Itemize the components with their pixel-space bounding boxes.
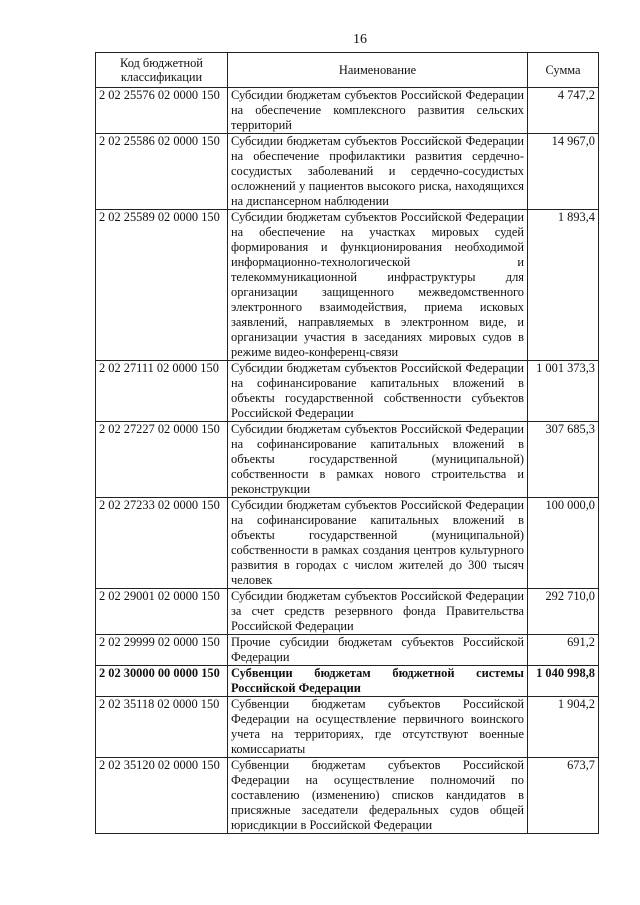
- table-row: [96, 758, 599, 834]
- table-row: [96, 210, 599, 361]
- table-row: [96, 361, 599, 422]
- row-name: Субсидии бюджетам субъектов Российской Федерации на софинансирование капитальных вложений в объекты государственной (муниципальной) собственности в рамках нового строительства и реконструкции: [228, 422, 528, 498]
- row-name: Субсидии бюджетам субъектов Российской Федерации за счет средств резервного фонда Правительства Российской Федерации: [228, 589, 528, 635]
- row-name: Прочие субсидии бюджетам субъектов Российской Федерации: [228, 635, 528, 666]
- row-name: Субсидии бюджетам субъектов Российской Федерации на софинансирование капитальных вложений в объекты государственной собственности субъектов Российской Федерации: [228, 361, 528, 422]
- table-header-row: [96, 53, 599, 88]
- row-code: 2 02 35120 02 0000 150: [96, 758, 228, 834]
- row-name: Субсидии бюджетам субъектов Российской Федерации на обеспечение комплексного развития сельских территорий: [228, 88, 528, 134]
- row-name: Субвенции бюджетам субъектов Российской Федерации на осуществление полномочий по составлению (изменению) списков кандидатов в присяжные заседатели федеральных судов общей юрисдикции в Российской Федерации: [228, 758, 528, 834]
- row-code: 2 02 27111 02 0000 150: [96, 361, 228, 422]
- row-sum: 1 001 373,3: [528, 361, 599, 422]
- row-code: 2 02 25589 02 0000 150: [96, 210, 228, 361]
- table-row: [96, 697, 599, 758]
- table-row: [96, 134, 599, 210]
- row-sum: 691,2: [528, 635, 599, 666]
- row-sum: 4 747,2: [528, 88, 599, 134]
- table-row: [96, 635, 599, 666]
- row-sum: 292 710,0: [528, 589, 599, 635]
- row-sum: 307 685,3: [528, 422, 599, 498]
- row-code: 2 02 27227 02 0000 150: [96, 422, 228, 498]
- row-code: 2 02 30000 00 0000 150: [96, 666, 228, 697]
- row-code: 2 02 35118 02 0000 150: [96, 697, 228, 758]
- row-sum: 1 040 998,8: [528, 666, 599, 697]
- row-sum: 1 904,2: [528, 697, 599, 758]
- row-sum: 14 967,0: [528, 134, 599, 210]
- row-name: Субсидии бюджетам субъектов Российской Федерации на софинансирование капитальных вложений в объекты государственной (муниципальной) собственности в рамках создания центров культурного развития в городах с числом жителей до 300 тысяч человек: [228, 498, 528, 589]
- header-name: Наименование: [228, 53, 528, 88]
- row-code: 2 02 25576 02 0000 150: [96, 88, 228, 134]
- row-code: 2 02 27233 02 0000 150: [96, 498, 228, 589]
- row-code: 2 02 25586 02 0000 150: [96, 134, 228, 210]
- header-sum: Сумма: [528, 53, 599, 88]
- header-code: Код бюджетной классификации: [96, 53, 228, 88]
- page-number: 16: [353, 32, 367, 47]
- row-name: Субсидии бюджетам субъектов Российской Федерации на обеспечение профилактики развития сердечно-сосудистых заболеваний и сердечно-сосудистых осложнений у пациентов высокого риска, находящихся на диспансерном наблюдении: [228, 134, 528, 210]
- table-row: [96, 422, 599, 498]
- row-code: 2 02 29001 02 0000 150: [96, 589, 228, 635]
- row-name: Субвенции бюджетам субъектов Российской Федерации на осуществление первичного воинского учета на территориях, где отсутствуют военные комиссариаты: [228, 697, 528, 758]
- row-name: Субвенции бюджетам бюджетной системы Российской Федерации: [228, 666, 528, 697]
- row-sum: 673,7: [528, 758, 599, 834]
- table-row-total: [96, 666, 599, 697]
- table-row: [96, 589, 599, 635]
- row-sum: 1 893,4: [528, 210, 599, 361]
- row-name: Субсидии бюджетам субъектов Российской Федерации на обеспечение на участках мировых судей формирования и функционирования необходимой информационно-технологической и телекоммуникационной инфраструктуры для организации защищенного межведомственного электронного взаимодействия, приема исковых заявлений, направляемых в электронном виде, и организации участия в заседаниях мировых судов в режиме видео-конференц-связи: [228, 210, 528, 361]
- table-row: [96, 498, 599, 589]
- row-sum: 100 000,0: [528, 498, 599, 589]
- row-code: 2 02 29999 02 0000 150: [96, 635, 228, 666]
- table-row: [96, 88, 599, 134]
- budget-table: [95, 52, 599, 834]
